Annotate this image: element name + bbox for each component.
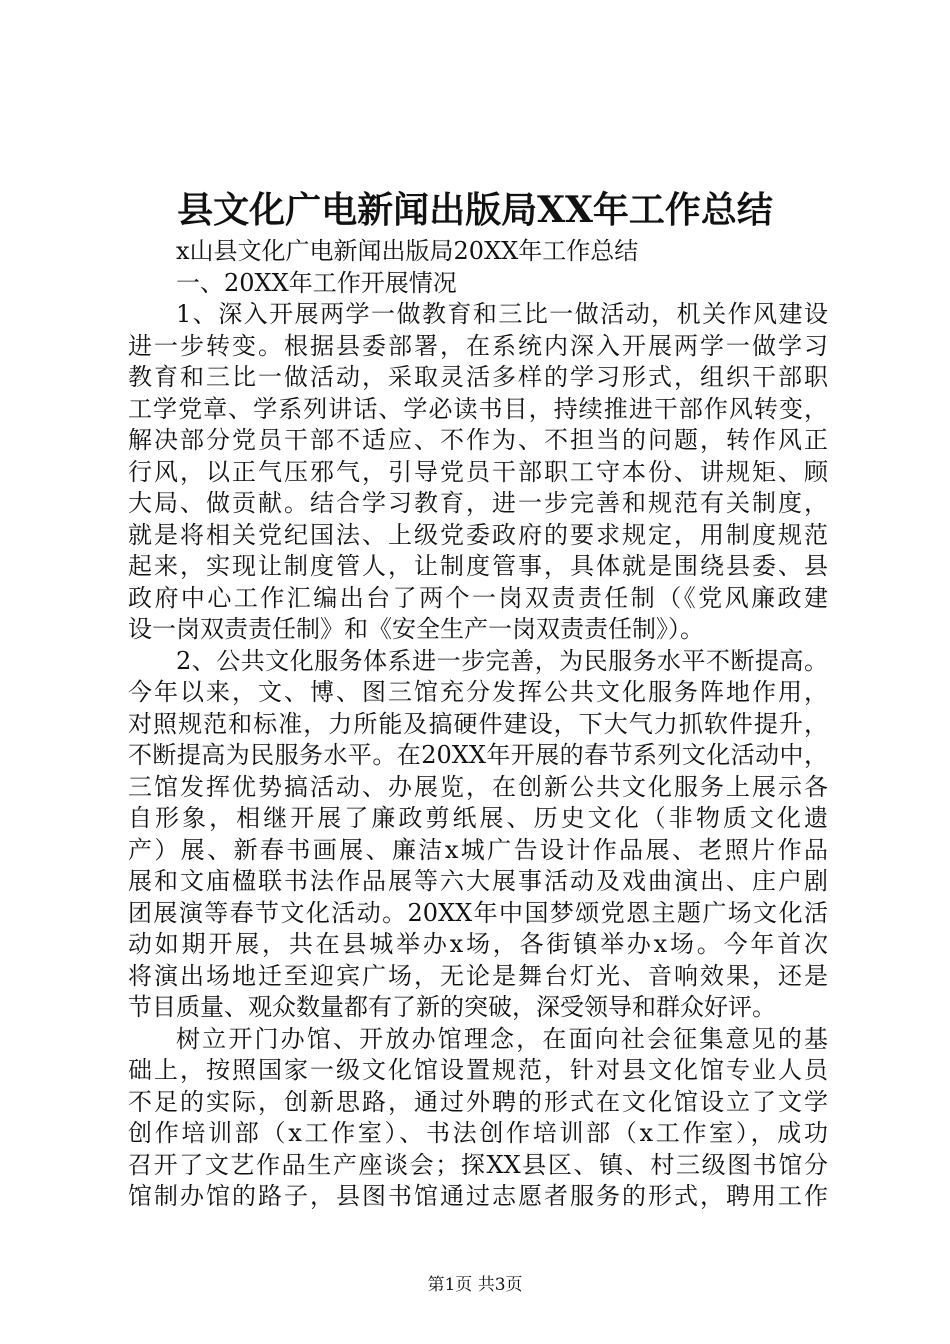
paragraph-line: 动如期开展，共在县城举办x场，各街镇举办x场。今年首次 [128, 930, 828, 958]
paragraph-line: 础上，按照国家一级文化馆设置规范，针对县文化馆专业人员 [128, 1056, 828, 1084]
paragraph-line: 就是将相关党纪国法、上级党委政府的要求规定，用制度规范 [128, 520, 828, 549]
paragraph-line: 工学党章、学系列讲话、学必读书目，持续推进干部作风转变， [128, 394, 828, 423]
paragraph-line: 节目质量、观众数量都有了新的突破，深受领导和群众好评。 [128, 993, 776, 1021]
paragraph-line: 树立开门办馆、开放办馆理念，在面向社会征集意见的基 [176, 1024, 828, 1053]
document-body [128, 236, 828, 1213]
paragraph-line: 设一岗双责责任制》和《安全生产一岗双责责任制》）。 [128, 615, 704, 643]
paragraph-line: 1、深入开展两学一做教育和三比一做活动，机关作风建设 [176, 300, 828, 328]
paragraph-line: 大局、做贡献。结合学习教育，进一步完善和规范有关制度， [128, 489, 828, 517]
paragraph-line: 将演出场地迁至迎宾广场，无论是舞台灯光、音响效果，还是 [128, 961, 828, 990]
paragraph-line: 自形象，相继开展了廉政剪纸展、历史文化（非物质文化遗 [128, 804, 828, 832]
paragraph-line: 行风，以正气压邪气，引导党员干部职工守本份、讲规矩、顾 [128, 457, 828, 486]
paragraph-line: 创作培训部（x工作室）、书法创作培训部（x工作室），成功 [128, 1119, 828, 1147]
page-footer: 第1页 共3页 [427, 1275, 523, 1295]
paragraph-line: 不断提高为民服务水平。在20XX年开展的春节系列文化活动中， [128, 741, 828, 769]
paragraph-line: 召开了文艺作品生产座谈会；探XX县区、镇、村三级图书馆分 [128, 1150, 828, 1179]
paragraph-line: 产）展、新春书画展、廉洁x城广告设计作品展、老照片作品 [128, 835, 828, 864]
document-title: 县文化广电新闻出版局XX年工作总结 [177, 189, 773, 231]
paragraph-line: 展和文庙楹联书法作品展等六大展事活动及戏曲演出、庄户剧 [128, 867, 828, 895]
subtitle-line: x山县文化广电新闻出版局20XX年工作总结 [176, 237, 639, 265]
paragraph-line: 解决部分党员干部不适应、不作为、不担当的问题，转作风正 [128, 426, 828, 454]
paragraph-line: 教育和三比一做活动，采取灵活多样的学习形式，组织干部职 [128, 363, 828, 391]
paragraph-line: 不足的实际，创新思路，通过外聘的形式在文化馆设立了文学 [128, 1087, 828, 1116]
paragraph-line: 馆制办馆的路子，县图书馆通过志愿者服务的形式，聘用工作 [128, 1182, 828, 1210]
paragraph-line: 今年以来，文、博、图三馆充分发挥公共文化服务阵地作用， [128, 678, 828, 706]
section-heading: 一、20XX年工作开展情况 [176, 268, 457, 297]
paragraph-line: 进一步转变。根据县委部署，在系统内深入开展两学一做学习 [128, 331, 828, 360]
paragraph-line: 起来，实现让制度管人，让制度管事，具体就是围绕县委、县 [128, 552, 828, 580]
paragraph-line: 政府中心工作汇编出台了两个一岗双责责任制（《党风廉政建 [128, 583, 828, 612]
paragraph-line: 对照规范和标准，力所能及搞硬件建设，下大气力抓软件提升， [128, 709, 828, 738]
paragraph-line: 三馆发挥优势搞活动、办展览，在创新公共文化服务上展示各 [128, 772, 828, 801]
paragraph-line: 团展演等春节文化活动。20XX年中国梦颂党恩主题广场文化活 [128, 898, 828, 927]
paragraph-line: 2、公共文化服务体系进一步完善，为民服务水平不断提高。 [176, 646, 828, 675]
